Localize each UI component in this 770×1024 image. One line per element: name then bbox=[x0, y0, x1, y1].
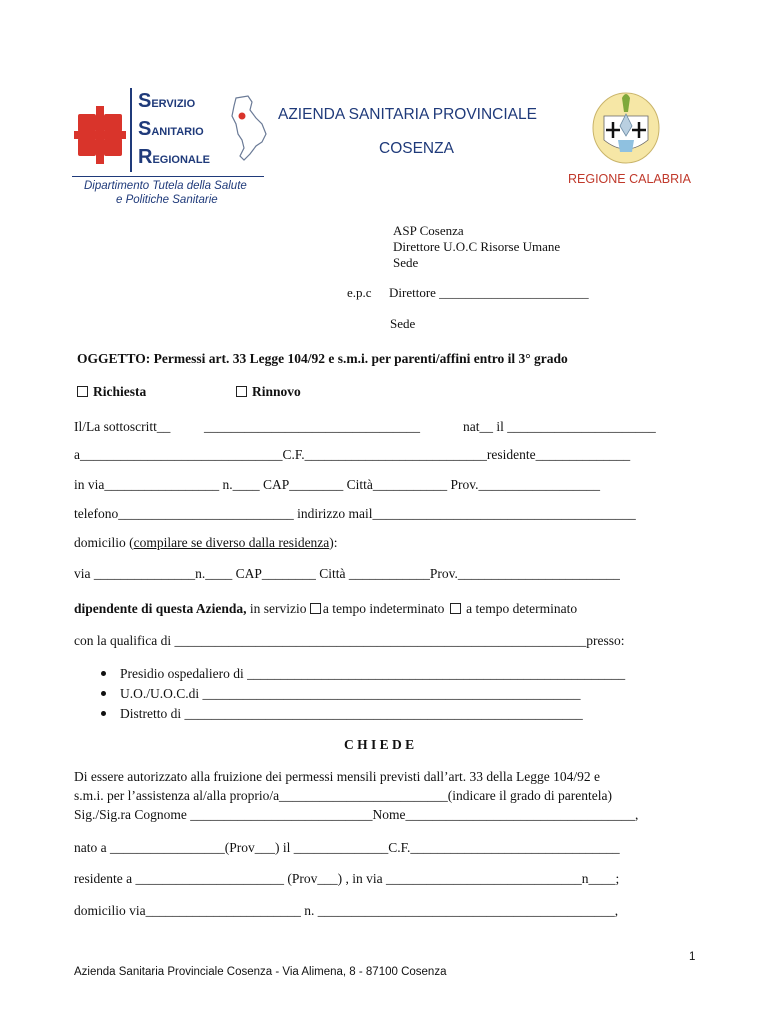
recipient-line-5: Sede bbox=[390, 316, 416, 331]
request-paragraph-line-2[interactable]: s.m.i. per l’assistenza al/alla proprio/a_________________________(indicare il grado di parentela) bbox=[74, 788, 612, 803]
calabria-map-icon bbox=[226, 94, 272, 164]
department-line-1: Dipartimento Tutela della Salute bbox=[84, 180, 247, 192]
sottoscritto-field[interactable]: ________________________________ bbox=[204, 419, 420, 434]
bullet-dot-1 bbox=[101, 671, 106, 676]
dipendente-label: dipendente di questa Azienda, bbox=[74, 601, 247, 616]
domicilio-address-line[interactable]: via _______________n.____ CAP________ Città ____________Prov.________________________ bbox=[74, 566, 620, 581]
distretto-line[interactable]: Distretto di ___________________________________________________________ bbox=[120, 706, 583, 721]
uoc-line[interactable]: U.O./U.O.C.di ________________________________________________________ bbox=[120, 686, 581, 701]
request-paragraph-line-3[interactable]: Sig./Sig.ra Cognome ___________________________Nome__________________________________, bbox=[74, 807, 639, 822]
department-line-2: e Politiche Sanitarie bbox=[116, 194, 218, 206]
ssr-letter-r: R bbox=[138, 146, 153, 168]
page-number: 1 bbox=[689, 951, 696, 963]
asp-city: COSENZA bbox=[379, 140, 454, 157]
domicilio-label bbox=[74, 535, 338, 551]
sottoscritto-label: Il/La sottoscritt__ bbox=[74, 419, 171, 434]
ssr-letter-s2: S bbox=[138, 118, 152, 140]
ssr-word-servizio: ERVIZIO bbox=[151, 98, 196, 110]
birthplace-cf-line[interactable]: a______________________________C.F.___________________________residente______________ bbox=[74, 447, 631, 462]
presidio-line[interactable]: Presidio ospedaliero di ________________________________________________________ bbox=[120, 666, 626, 681]
rinnovo-checkbox[interactable] bbox=[236, 386, 247, 397]
employment-line bbox=[74, 601, 577, 617]
recipient-line-4: Direttore _______________________ bbox=[389, 285, 589, 300]
assisted-birth-line[interactable]: nato a _________________(Prov___) il ______________C.F._______________________________ bbox=[74, 840, 620, 855]
chiede-heading: C H I E D E bbox=[344, 737, 415, 752]
richiesta-label: Richiesta bbox=[93, 384, 147, 399]
domicilio-note: compilare se diverso dalla residenza bbox=[133, 535, 330, 550]
address-line[interactable]: in via_________________ n.____ CAP________ Città___________ Prov.__________________ bbox=[74, 477, 601, 492]
footer-address: Azienda Sanitaria Provinciale Cosenza - Via Alimena, 8 - 87100 Cosenza bbox=[74, 966, 447, 978]
regione-calabria-emblem bbox=[592, 92, 660, 164]
determinato-label: a tempo determinato bbox=[462, 601, 578, 616]
richiesta-checkbox[interactable] bbox=[77, 386, 88, 397]
in-servizio-label: in servizio bbox=[246, 601, 310, 616]
request-paragraph-line-1: Di essere autorizzato alla fruizione dei permessi mensili previsti dall’art. 33 della Legge 104/92 e bbox=[74, 769, 600, 784]
regione-calabria-label: REGIONE CALABRIA bbox=[568, 172, 691, 186]
recipient-line-2: Direttore U.O.C Risorse Umane bbox=[393, 239, 561, 254]
option-rinnovo[interactable] bbox=[236, 384, 301, 400]
indeterminato-label: a tempo indeterminato bbox=[322, 601, 448, 616]
bullet-dot-2 bbox=[101, 691, 106, 696]
determinato-checkbox[interactable] bbox=[450, 603, 461, 614]
asp-title: AZIENDA SANITARIA PROVINCIALE bbox=[278, 106, 537, 123]
assisted-domicile-line[interactable]: domicilio via_______________________ n. ____________________________________________, bbox=[74, 903, 619, 918]
qualifica-line[interactable]: con la qualifica di _____________________________________________________________presso: bbox=[74, 633, 625, 648]
birth-field[interactable]: nat__ il ______________________ bbox=[463, 419, 656, 434]
domicilio-pre: domicilio ( bbox=[74, 535, 134, 550]
recipient-line-3: Sede bbox=[393, 255, 419, 270]
assisted-residence-line[interactable]: residente a ______________________ (Prov___) , in via _____________________________n____; bbox=[74, 871, 620, 886]
contact-line[interactable]: telefono__________________________ indirizzo mail_______________________________________ bbox=[74, 506, 636, 521]
option-richiesta[interactable] bbox=[77, 384, 146, 400]
recipient-line-1: ASP Cosenza bbox=[393, 223, 464, 238]
domicilio-post: ): bbox=[329, 535, 338, 550]
rinnovo-label: Rinnovo bbox=[252, 384, 301, 399]
bullet-dot-3 bbox=[101, 711, 106, 716]
epc-label: e.p.c bbox=[347, 285, 372, 300]
ssr-word-sanitario: ANITARIO bbox=[151, 126, 204, 138]
red-cross-icon bbox=[74, 104, 136, 166]
ssr-word-regionale: EGIONALE bbox=[152, 154, 210, 166]
ssr-letter-s1: S bbox=[138, 90, 152, 112]
subject-heading: OGGETTO: Permessi art. 33 Legge 104/92 e s.m.i. per parenti/affini entro il 3° grado bbox=[77, 351, 568, 366]
indeterminato-checkbox[interactable] bbox=[310, 603, 321, 614]
